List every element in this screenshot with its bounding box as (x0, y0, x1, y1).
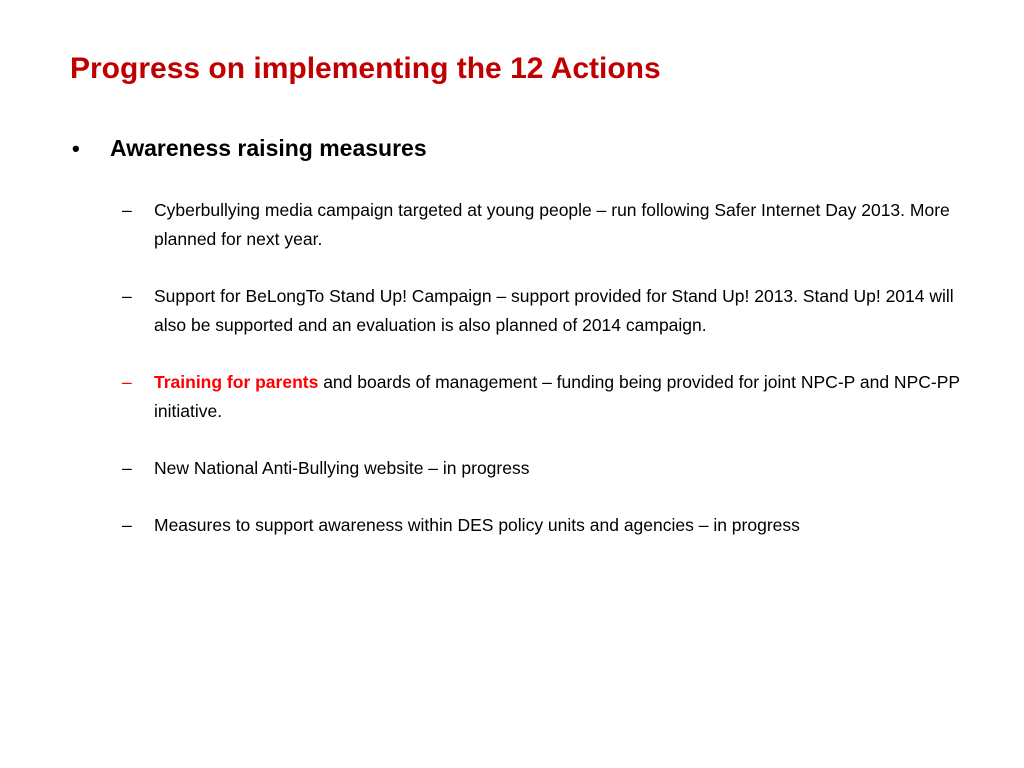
sub-bullet-list (122, 196, 972, 568)
list-item (122, 368, 972, 426)
list-item-text: Cyberbullying media campaign targeted at young people – run following Safer Internet Day 2013. More planned for next year. (154, 200, 950, 249)
list-item (122, 196, 972, 254)
list-item-text: Support for BeLongTo Stand Up! Campaign – support provided for Stand Up! 2013. Stand Up! 2014 will also be supported and an evaluation is also planned of 2014 campaign. (154, 286, 954, 335)
list-item-text: New National Anti-Bullying website – in progress (154, 458, 530, 478)
list-item (122, 282, 972, 340)
dash-mark: – (122, 200, 132, 220)
list-item-text (154, 368, 972, 426)
list-item-text: Measures to support awareness within DES policy units and agencies – in progress (154, 515, 800, 535)
dash-mark: – (122, 515, 132, 535)
dash-mark: – (122, 458, 132, 478)
bullet-heading: Awareness raising measures (110, 135, 427, 161)
list-item (122, 511, 972, 540)
main-bullet (72, 135, 427, 162)
list-item (122, 454, 972, 483)
highlighted-phrase: Training for parents (154, 372, 319, 392)
bullet-mark: • (72, 136, 80, 161)
list-item-rest: and boards of management – funding being provided for joint NPC-P and NPC-PP initiative. (154, 372, 960, 421)
dash-mark: – (122, 286, 132, 306)
slide-title: Progress on implementing the 12 Actions (70, 52, 661, 85)
dash-mark: – (122, 372, 132, 392)
